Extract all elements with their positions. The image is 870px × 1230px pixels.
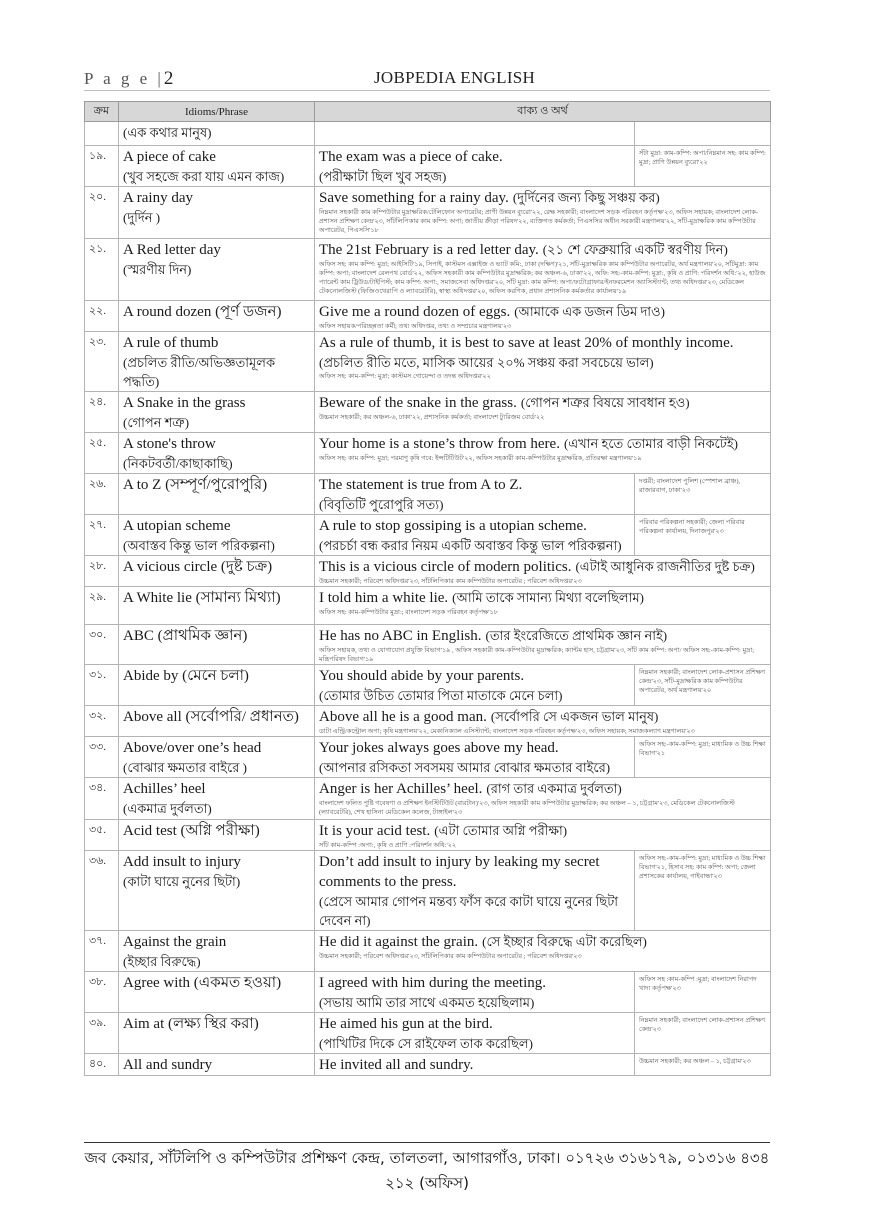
exam-source: অফিস সহ: কাম কম্পি: মুদ্রা; পরমাণু কৃষি গবে: ইন্সটিটিউট'২২, অফিস সহকারী কাম-কম্পিউটার মুদ্রাক্ষরিক, প্রতিরক্ষা মন্ত্রণালয়'১৯ xyxy=(319,455,642,462)
row-number: ২৬. xyxy=(85,474,119,515)
idiom-meaning: (কাটা ঘায়ে নুনের ছিটা) xyxy=(123,874,241,889)
continued-meaning: (এক কথার মানুষ) xyxy=(123,125,212,140)
example-sentence: The exam was a piece of cake. xyxy=(319,149,503,165)
row-number: ২৩. xyxy=(85,332,119,392)
exam-source: অফিস সহ:-কাম-কম্পি: মুদ্রা; মাধ্যমিক ও উচ্চ শিক্ষা বিভাগ'২১ xyxy=(639,741,766,757)
exam-source: উচ্চমান সহকারী; পরিবেশ অধিদপ্তর'২৩, সাঁটলিপিকার কাম কম্পিউটার অপারেটর ; পরিবেশ অধিদপ্তর'২৩ xyxy=(319,953,582,960)
exam-source: সাঁট কাম-কম্পি :অপা:, কৃষি ও প্রাণি :পরিদর্শন অধি:'২২ xyxy=(319,842,457,849)
idiom-meaning: (খুব সহজে করা যায় এমন কাজ) xyxy=(123,169,285,184)
row-number: ২৫. xyxy=(85,433,119,474)
example-sentence: Give me a round dozen of eggs. xyxy=(319,304,511,320)
continued-row xyxy=(85,122,771,146)
row-number: ২২. xyxy=(85,301,119,332)
exam-source: অফিস সহায়ক, তথ্য ও যোগাযোগ প্রযুক্তি বিভাগ'১৯ , অফিস সহকারী কাম-কম্পিউটার মুদ্রাক্ষরিক; ক্যান্টম হাস, চট্টগ্রাম'২৩, সাঁট কাম কম্পি: অপা/ অফিস সহ:-কাম-কম্পি: মুদ্রা; মন্ত্রিপরিষদ বিভাগ'১৯ xyxy=(319,647,755,663)
idiom-phrase: A rainy day xyxy=(123,190,193,206)
header-divider xyxy=(84,90,770,91)
exam-source: উচ্চমান সহকারী; পরিবেশ অধিদপ্তর'২৩, সাঁটলিপিকার কাম কম্পিউটার অপারেটর ; পরিবেশ অধিদপ্তর'২৩ xyxy=(319,578,582,585)
exam-source: উচ্চমান সহকারী; কর অঞ্চল – ১, চট্টগ্রাম'২৩ xyxy=(639,1058,751,1065)
idiom-phrase: A to Z (সম্পূর্ণ/পুরোপুরি) xyxy=(123,477,268,493)
row-number: ২০. xyxy=(85,187,119,239)
table-row xyxy=(85,332,771,392)
sentence-translation: (প্রচলিত রীতি মতে, মাসিক আয়ের ২০% সঞ্চয় করা সবচেয়ে ভাল) xyxy=(319,355,654,370)
row-number: ২৮. xyxy=(85,556,119,587)
sentence-translation: (আমাকে এক ডজন ডিম দাও) xyxy=(514,304,665,319)
sentence-translation: (পরচর্চা বন্ধ করার নিয়ম একটি অবাস্তব কিন্তু ভাল পরিকল্পনা) xyxy=(319,538,622,553)
exam-source: ডাটা এন্ট্রি/কন্ট্রোল অপা; কৃষি মন্ত্রণালয়'২২, মেকানিক্যাল এসিস্ট্যান্ট; বাংলাদেশ সড়ক পরিবহন কর্তৃপক্ষ'২৩, অফিস সহায়ক; সমাজকল্যাণ মন্ত্রণালয়'২৩ xyxy=(319,728,695,735)
idioms-table xyxy=(84,101,771,1076)
idiom-phrase: A White lie (সামান্য মিথ্যা) xyxy=(123,590,281,606)
idiom-phrase: Add insult to injury xyxy=(123,854,241,870)
sentence-translation: (এটা তোমার অগ্নি পরীক্ষা) xyxy=(434,823,568,838)
table-row xyxy=(85,931,771,972)
example-sentence: Your home is a stone’s throw from here. xyxy=(319,436,560,452)
table-row xyxy=(85,778,771,820)
idiom-phrase: All and sundry xyxy=(123,1057,213,1073)
idiom-phrase: A Red letter day xyxy=(123,242,221,258)
table-row xyxy=(85,239,771,301)
example-sentence: Your jokes always goes above my head. xyxy=(319,740,559,756)
idiom-phrase: Acid test (অগ্নি পরীক্ষা) xyxy=(123,823,260,839)
exam-source: পরিবার পরিকল্পনা সহকারী; জেলা পরিবার পরিকল্পনা কার্যালয়, দিনাজপুর'২৩ xyxy=(639,519,745,535)
example-sentence: I agreed with him during the meeting. xyxy=(319,975,547,991)
exam-source: সঁটা মুদ্রা: কাম-কম্পি: অপা/নিম্নমান সহ: কাম কম্পি: মুদ্রা; প্রাণি উন্নয়ন ব্যুরো'২২ xyxy=(639,150,766,166)
footer-address: জব কেয়ার, সাঁটলিপি ও কম্পিউটার প্রশিক্ষণ কেন্দ্র, তালতলা, আগারগাঁও, ঢাকা। ০১৭২৬ ৩১৬১৭৯, ০১৩১৬ ৪৩৪ ২১২ (অফিস) xyxy=(84,1149,770,1192)
exam-source: নিম্নমান সহকারী; বাংলাদেশ লোক-প্রশাসন প্রশিক্ষণ কেন্দ্র'২৩, সাঁট-মুদ্রাক্ষরিক কাম কম্পিউটার অপারেটর, অর্থ মন্ত্রণালয়'২০ xyxy=(639,669,766,694)
row-number: ৩৭. xyxy=(85,931,119,972)
sentence-translation: (বিবৃতিটি পুরোপুরি সত্য) xyxy=(319,497,444,512)
idiom-meaning: (স্মরণীয় দিন) xyxy=(123,262,192,277)
table-row xyxy=(85,515,771,556)
idiom-phrase: Abide by (মেনে চলা) xyxy=(123,668,249,684)
exam-source: অফিস সহ: কাম-কম্পি: মুদ্রা; কাস্টমস গোয়েন্দা ও তদন্ত অধিদপ্তর'২২ xyxy=(319,373,491,380)
table-row xyxy=(85,392,771,433)
example-sentence: The 21st February is a red letter day. xyxy=(319,242,539,258)
idiom-phrase: A rule of thumb xyxy=(123,335,219,351)
sentence-translation: (সভায় আমি তার সাথে একমত হয়েছিলাম) xyxy=(319,995,535,1010)
sentence-translation: (দুর্দিনের জন্য কিছু সঞ্চয় কর) xyxy=(512,190,660,205)
idiom-meaning: (অবাস্তব কিন্তু ভাল পরিকল্পনা) xyxy=(123,538,275,553)
table-row xyxy=(85,972,771,1013)
exam-source: নিম্নমান সহকারী কাম কম্পিউটার মুদ্রাক্ষরিক/টেলিফোন অপারেটর; প্রাণী উন্নয়ন ব্যুরো'২২, রেক্ষ সহকারী; বাংলাদেশ সড়ক পরিবহন কর্তৃপক্ষ'২৩, অফিস সহায়ক; বাংলাদেশ লোক-প্রশাসন প্রশিক্ষণ কেন্দ্র'২৩, সাঁটলিপিকার কাম কম্পি: অপা; জাতীয় ক্রীড়া পরিষদ'২২, ব্যক্তিগত কর্মকর্তা; পিএসসির অধীন সরকারী মন্ত্রণালয়'২২, সাঁট-মুদ্রাক্ষরিক কাম কম্পিউটার অপারেটর, পিএসসি'১৮ xyxy=(319,209,758,234)
document-title: JOBPEDIA ENGLISH xyxy=(374,68,536,87)
row-number: ৪০. xyxy=(85,1054,119,1076)
row-number: ২১. xyxy=(85,239,119,301)
example-sentence: He has no ABC in English. xyxy=(319,628,482,644)
idiom-phrase: Above all (সর্বোপরি/ প্রধানত) xyxy=(123,709,299,725)
table-row xyxy=(85,737,771,778)
idiom-phrase: Agree with (একমত হওয়া) xyxy=(123,975,282,991)
table-row xyxy=(85,665,771,706)
table-row xyxy=(85,820,771,851)
sentence-translation: (তার ইংরেজিতে প্রাথমিক জ্ঞান নাই) xyxy=(485,628,668,643)
example-sentence: He invited all and sundry. xyxy=(319,1057,474,1073)
sentence-translation: (তোমার উচিত তোমার পিতা মাতাকে মেনে চলা) xyxy=(319,688,563,703)
exam-source: উচ্চমান সহকারী; কর অঞ্চল-৬, ঢাকা'২২, প্রশাসনিক কর্মকর্তা; বাংলাদেশ ট্যুরিজম বোর্ড'২২ xyxy=(319,414,545,421)
table-row xyxy=(85,146,771,187)
sentence-translation: (এটাই আধুনিক রাজনীতির দুষ্ট চক্র) xyxy=(575,559,755,574)
example-sentence: This is a vicious circle of modern politics. xyxy=(319,559,572,575)
example-sentence: A rule to stop gossiping is a utopian scheme. xyxy=(319,518,587,534)
exam-source: দপ্তরী; বাংলাদেশ পুলিশ (স্পেশাল ব্রাঞ্চ), রাজারবাগ, ঢাকা'২৩ xyxy=(639,478,741,494)
idiom-meaning: (দুর্দিন ) xyxy=(123,210,161,225)
idiom-phrase: Aim at (লক্ষ্য স্থির করা) xyxy=(123,1016,259,1032)
idiom-phrase: Achilles’ heel xyxy=(123,781,206,797)
table-header-row xyxy=(85,102,771,122)
row-number: ৩৮. xyxy=(85,972,119,1013)
sentence-translation: (পাখিটির দিকে সে রাইফেল তাক করেছিল) xyxy=(319,1036,533,1051)
row-number: ২৪. xyxy=(85,392,119,433)
idiom-meaning: (নিকটবর্তী/কাছাকাছি) xyxy=(123,456,233,471)
idiom-meaning: (একমাত্র দুর্বলতা) xyxy=(123,801,212,816)
idiom-meaning: (গোপন শত্রু) xyxy=(123,415,190,430)
sentence-translation: (সর্বোপরি সে একজন ভাল মানুষ) xyxy=(490,709,659,724)
column-header-idiom: Idioms/Phrase xyxy=(119,102,315,122)
idiom-phrase: ABC (প্রাথমিক জ্ঞান) xyxy=(123,628,248,644)
table-row xyxy=(85,556,771,587)
table-row xyxy=(85,187,771,239)
idiom-phrase: A Snake in the grass xyxy=(123,395,246,411)
idiom-phrase: Against the grain xyxy=(123,934,227,950)
idiom-phrase: A round dozen (পূর্ণ ডজন) xyxy=(123,304,282,320)
row-number: ১৯. xyxy=(85,146,119,187)
example-sentence: Beware of the snake in the grass. xyxy=(319,395,517,411)
row-number: ৩৫. xyxy=(85,820,119,851)
example-sentence: You should abide by your parents. xyxy=(319,668,525,684)
row-number: ৩৪. xyxy=(85,778,119,820)
sentence-translation: (২১ শে ফেব্রুয়ারি একটি স্বরণীয় দিন) xyxy=(542,242,728,257)
example-sentence: It is your acid test. xyxy=(319,823,431,839)
table-row xyxy=(85,851,771,931)
row-number: ২৭. xyxy=(85,515,119,556)
sentence-translation: (এখান হতে তোমার বাড়ী নিকটেই) xyxy=(563,436,738,451)
table-row xyxy=(85,1013,771,1054)
sentence-translation: (গোপন শত্রুর বিষয়ে সাবধান হও) xyxy=(520,395,690,410)
exam-source: অফিস সহায়ক/পরিচ্ছন্নতা কর্মী; তথ্য অধিদপ্তর, তথ্য ও সম্প্রচার মন্ত্রণালয়'২৩ xyxy=(319,323,512,330)
row-number: ৩২. xyxy=(85,706,119,737)
table-row xyxy=(85,301,771,332)
column-header-sentence: বাক্য ও অর্থ xyxy=(315,102,771,122)
exam-source: অফিস সহ :কাম-কম্পি :মুদ্রা; বাংলাদেশ নিরাপদ খাদ্য কর্তৃপক্ষ'২৩ xyxy=(639,976,757,992)
table-row xyxy=(85,474,771,515)
example-sentence: He aimed his gun at the bird. xyxy=(319,1016,493,1032)
idiom-meaning: (প্রচলিত রীতি/অভিজ্ঞতামূলক পদ্ধতি) xyxy=(123,355,276,389)
footer-divider xyxy=(84,1142,770,1143)
example-sentence: I told him a white lie. xyxy=(319,590,449,606)
idiom-phrase: A vicious circle (দুষ্ট চক্র) xyxy=(123,559,273,575)
exam-source: নিম্নমান সহকারী; বাংলাদেশ লোক-প্রশাসন প্রশিক্ষণ কেন্দ্র'২৩ xyxy=(639,1017,766,1033)
sentence-translation: (প্রেসে আমার গোপন মন্তব্য ফাঁস করে কাটা ঘায়ে নুনের ছিটা দেবেন না) xyxy=(319,894,619,928)
idiom-phrase: A stone's throw xyxy=(123,436,216,452)
sentence-translation: (সে ইচ্ছার বিরুদ্ধে এটা করেছিল) xyxy=(482,934,647,949)
idiom-meaning: (বোঝার ক্ষমতার বাইরে ) xyxy=(123,760,248,775)
example-sentence: Don’t add insult to injury by leaking my secret comments to the press. xyxy=(319,854,600,890)
row-number: ৩১. xyxy=(85,665,119,706)
sentence-translation: (আপনার রসিকতা সবসময় আমার বোঝার ক্ষমতার বাইরে) xyxy=(319,760,611,775)
row-number: ৩০. xyxy=(85,625,119,665)
idiom-phrase: A utopian scheme xyxy=(123,518,231,534)
example-sentence: Above all he is a good man. xyxy=(319,709,487,725)
example-sentence: Anger is her Achilles’ heel. xyxy=(319,781,483,797)
exam-source: অফিস সহ: কাম কম্পি: মুদ্রা; আইসিটি'১৯, সিপাই, কাস্টমস এক্সাইজ ও ভ্যাট কমি:, ঢাকা (দক্ষিণ)'২১, সাঁট-মুদ্রাক্ষরিক কাম কম্পিউটার অপারেটর, অর্থ মন্ত্রণালয়'২০, সাঁটমুদ্রা: কাম কম্পি: অপা; বাংলাদেশ রেলপথ বোর্ড'২২, অফিস সহকারী কাম কম্পিউটার মুদ্রাক্ষরিক; কর অঞ্চল-৬, ঢাকা'২২, অফি: সহ:-কাম-কম্পি: মুদ্রা:, কৃষি ও প্রাণি: পরিদর্শন অধি:'২২, হাউজ প্যারেন্ট কাম ট্রিউড/টাইপিস্ট; কাম কম্পি: অপা:, সমাজসেবা অধিদপ্তর'২০, সাঁট মুদ্রা: কাম কম্পি: অপা/ফটোগ্রাফার/ইনফরমেশন অ্যাসিস্ট্যান্ট; তথ্য অধিদপ্তর'২৩, মেডিকেল টেকনোলজিস্ট (ফিজিওথেরাপি ও ল্যাবরেটরি), স্বাস্থ্য অধিদপ্তর'২০, অফিস করণিক, প্রধান প্রশাসনিক কর্মকর্তার কার্যালয়'১৯ xyxy=(319,261,766,295)
row-number: ৩৩. xyxy=(85,737,119,778)
page-label: P a g e |2 xyxy=(84,68,174,89)
example-sentence: As a rule of thumb, it is best to save at least 20% of monthly income. xyxy=(319,335,734,351)
sentence-translation: (পরীক্ষাটা ছিল খুব সহজ) xyxy=(319,169,447,184)
exam-source: অফিস সহ:-কাম-কম্পি: মুদ্রা; মাধ্যমিক ও উচ্চ শিক্ষা বিভাগ'২১, হিসাব সহ: কাম কম্পি: অপা; জেলা প্রশাসকের কার্যালয়, গাইবান্ধা'২৩ xyxy=(639,855,766,880)
row-number: ৩৬. xyxy=(85,851,119,931)
table-row xyxy=(85,433,771,474)
exam-source: বাংলাদেশ ফলিত পুষ্টি গবেষণা ও প্রশিক্ষণ ইনস্টিটিউট (বারটান)'২৩, অফিস সহকারী কাম কম্পিউটার মুদ্রাক্ষরিক; কর অঞ্চল – ১, চট্টগ্রাম'২৩, মেডিকেল টেকনোলজিস্ট (ল্যাবরেটরি), শেখ হাসিনা মেডিকেল কলেজ, টাঙ্গাইল'২৩ xyxy=(319,800,735,816)
exam-source: অফিস সহ: কাম-কম্পিউটার মুদ্রা:; বাংলাদেশ সড়ক পরিবহন কর্তৃপক্ষ'১৮ xyxy=(319,609,498,616)
page-number: 2 xyxy=(163,68,174,89)
sentence-translation: (আমি তাকে সামান্য মিথ্যা বলেছিলাম) xyxy=(452,590,644,605)
example-sentence: The statement is true from A to Z. xyxy=(319,477,523,493)
page-header xyxy=(84,66,784,92)
example-sentence: He did it against the grain. xyxy=(319,934,479,950)
table-row xyxy=(85,625,771,665)
table-row xyxy=(85,706,771,737)
table-row xyxy=(85,1054,771,1076)
sentence-translation: (রাগ তার একমাত্র দুর্বলতা) xyxy=(486,781,622,796)
column-header-serial: ক্রম xyxy=(85,102,119,122)
row-number: ২৯. xyxy=(85,587,119,625)
table-row xyxy=(85,587,771,625)
example-sentence: Save something for a rainy day. xyxy=(319,190,509,206)
row-number: ৩৯. xyxy=(85,1013,119,1054)
idiom-phrase: A piece of cake xyxy=(123,149,216,165)
idiom-meaning: (ইচ্ছার বিরুদ্ধে) xyxy=(123,954,201,969)
idiom-phrase: Above/over one’s head xyxy=(123,740,262,756)
